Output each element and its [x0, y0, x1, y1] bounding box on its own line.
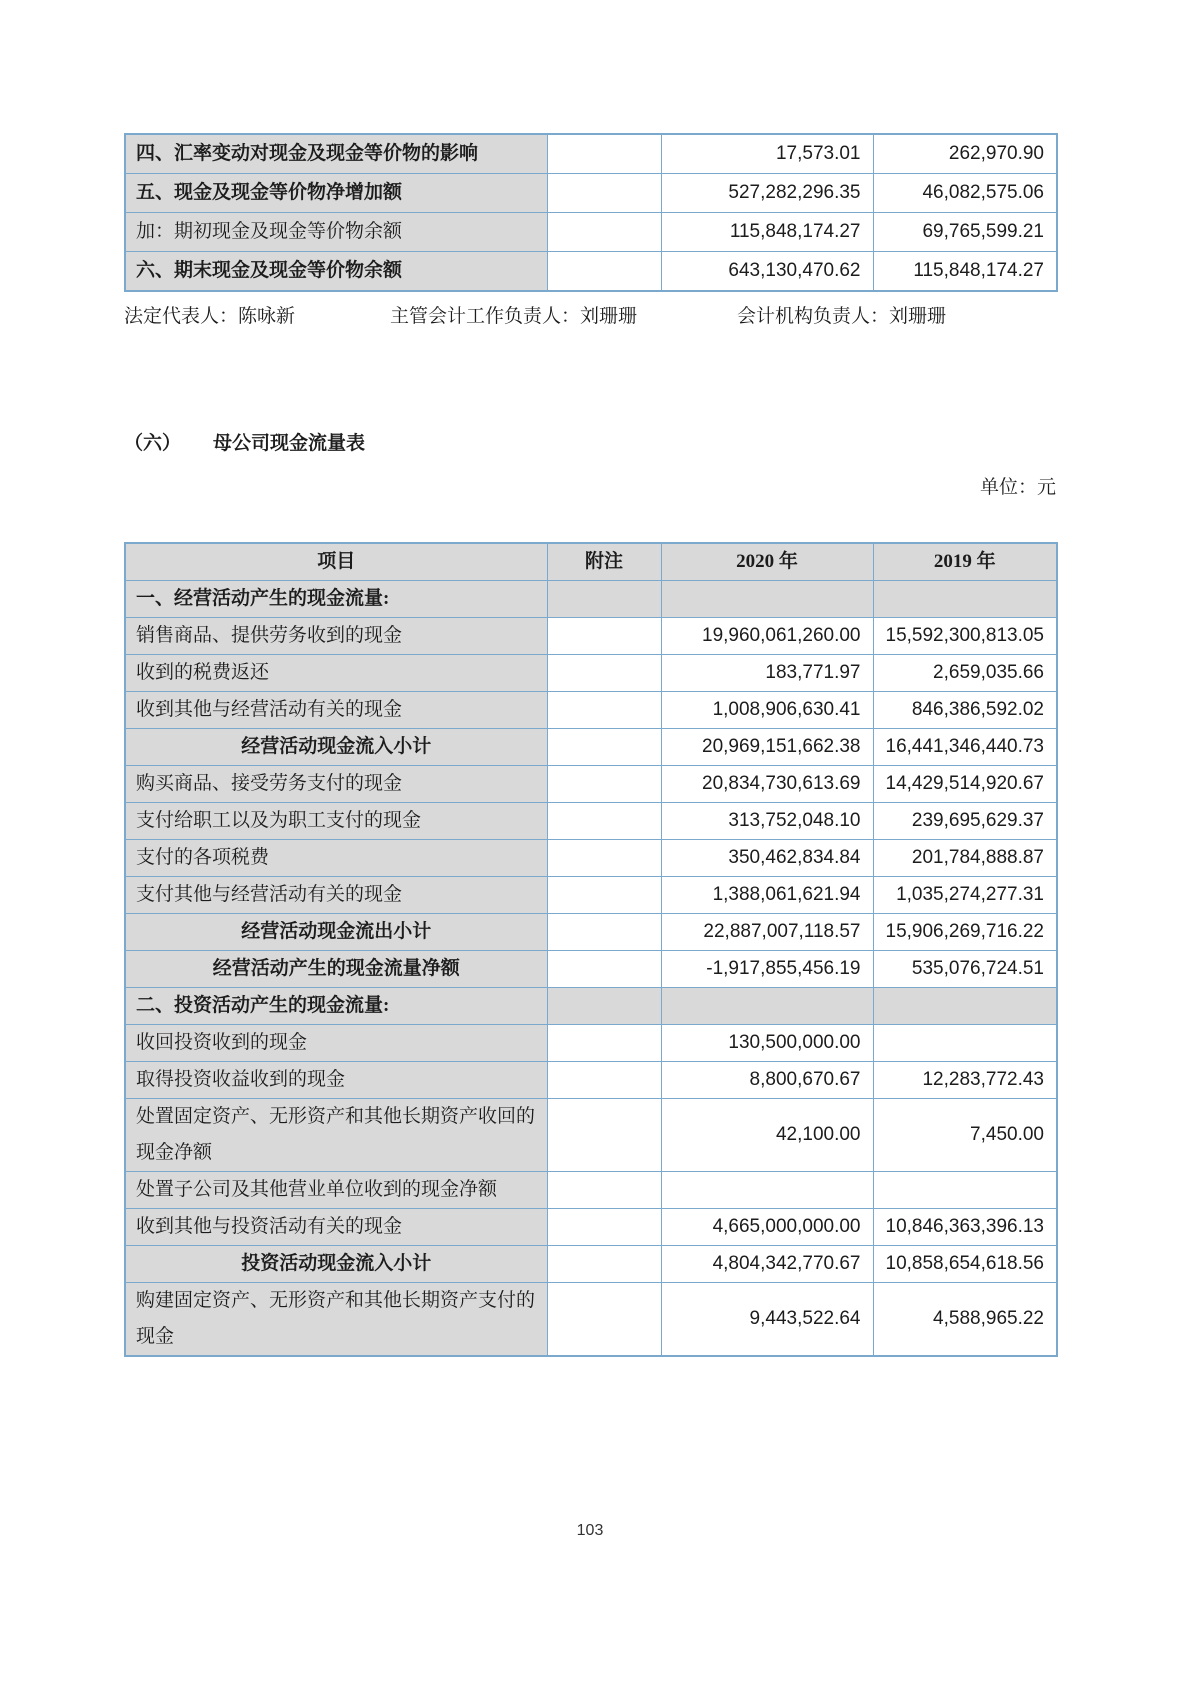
row-value-2020: 20,834,730,613.69	[661, 766, 873, 803]
table-row	[125, 988, 1057, 1025]
row-value-2019: 15,592,300,813.05	[873, 618, 1057, 655]
row-value-2020	[661, 581, 873, 618]
row-note-cell	[547, 134, 661, 174]
row-value-2019: 12,283,772.43	[873, 1062, 1057, 1099]
row-note-cell	[547, 766, 661, 803]
table-row	[125, 1283, 1057, 1357]
row-value-2019: 10,858,654,618.56	[873, 1246, 1057, 1283]
row-value-2020: 643,130,470.62	[661, 252, 873, 292]
row-value-2020: 1,008,906,630.41	[661, 692, 873, 729]
row-item-label: 一、经营活动产生的现金流量:	[125, 581, 547, 618]
row-note-cell	[547, 840, 661, 877]
table-row	[125, 581, 1057, 618]
row-value-2020: 4,804,342,770.67	[661, 1246, 873, 1283]
row-item-label: 收回投资收到的现金	[125, 1025, 547, 1062]
row-note-cell	[547, 213, 661, 252]
row-item-label: 投资活动现金流入小计	[125, 1246, 547, 1283]
row-value-2019: 46,082,575.06	[873, 174, 1057, 213]
table-row	[125, 1025, 1057, 1062]
table-row	[125, 803, 1057, 840]
row-note-cell	[547, 1099, 661, 1172]
row-value-2019: 10,846,363,396.13	[873, 1209, 1057, 1246]
table-row	[125, 252, 1057, 292]
row-item-label: 五、现金及现金等价物净增加额	[125, 174, 547, 213]
chief-accounting-officer-label: 主管会计工作负责人：刘珊珊	[390, 306, 638, 327]
table-row	[125, 618, 1057, 655]
row-item-label: 收到的税费返还	[125, 655, 547, 692]
row-note-cell	[547, 1172, 661, 1209]
row-value-2020: 20,969,151,662.38	[661, 729, 873, 766]
row-item-label: 经营活动产生的现金流量净额	[125, 951, 547, 988]
row-value-2019: 7,450.00	[873, 1099, 1057, 1172]
column-header-item: 项目	[125, 543, 547, 581]
row-value-2019: 115,848,174.27	[873, 252, 1057, 292]
row-note-cell	[547, 618, 661, 655]
row-item-label: 收到其他与投资活动有关的现金	[125, 1209, 547, 1246]
row-item-label: 销售商品、提供劳务收到的现金	[125, 618, 547, 655]
row-note-cell	[547, 914, 661, 951]
table-row	[125, 729, 1057, 766]
row-value-2019: 1,035,274,277.31	[873, 877, 1057, 914]
row-value-2020: 183,771.97	[661, 655, 873, 692]
row-note-cell	[547, 581, 661, 618]
table-row	[125, 213, 1057, 252]
row-value-2020: 1,388,061,621.94	[661, 877, 873, 914]
row-value-2020: 17,573.01	[661, 134, 873, 174]
legal-representative-label: 法定代表人：陈咏新	[124, 306, 296, 327]
table-row	[125, 174, 1057, 213]
section-title	[124, 428, 1056, 455]
row-value-2019	[873, 1025, 1057, 1062]
row-value-2020: 9,443,522.64	[661, 1283, 873, 1357]
table-row	[125, 914, 1057, 951]
table-row	[125, 1209, 1057, 1246]
column-header-2019: 2019 年	[873, 543, 1057, 581]
row-note-cell	[547, 951, 661, 988]
row-item-label: 二、投资活动产生的现金流量:	[125, 988, 547, 1025]
row-note-cell	[547, 1209, 661, 1246]
row-value-2020: 42,100.00	[661, 1099, 873, 1172]
row-note-cell	[547, 252, 661, 292]
consolidated-cashflow-table-section	[124, 133, 1056, 292]
row-value-2019: 239,695,629.37	[873, 803, 1057, 840]
row-value-2019: 535,076,724.51	[873, 951, 1057, 988]
row-note-cell	[547, 655, 661, 692]
table-row	[125, 692, 1057, 729]
row-item-label: 经营活动现金流入小计	[125, 729, 547, 766]
row-note-cell	[547, 1062, 661, 1099]
row-value-2019: 262,970.90	[873, 134, 1057, 174]
row-item-label: 购买商品、接受劳务支付的现金	[125, 766, 547, 803]
row-value-2019: 69,765,599.21	[873, 213, 1057, 252]
row-value-2020: 8,800,670.67	[661, 1062, 873, 1099]
row-note-cell	[547, 1283, 661, 1357]
row-value-2019: 201,784,888.87	[873, 840, 1057, 877]
row-value-2019	[873, 581, 1057, 618]
row-note-cell	[547, 803, 661, 840]
row-value-2020	[661, 1172, 873, 1209]
row-value-2019	[873, 1172, 1057, 1209]
row-value-2019: 14,429,514,920.67	[873, 766, 1057, 803]
row-item-label: 支付给职工以及为职工支付的现金	[125, 803, 547, 840]
table-row	[125, 1172, 1057, 1209]
row-item-label: 四、汇率变动对现金及现金等价物的影响	[125, 134, 547, 174]
unit-label: 单位：元	[979, 477, 1056, 498]
table-row	[125, 655, 1057, 692]
row-item-label: 处置子公司及其他营业单位收到的现金净额	[125, 1172, 547, 1209]
row-note-cell	[547, 174, 661, 213]
parent-cashflow-table-section	[124, 542, 1056, 1357]
row-item-label: 加：期初现金及现金等价物余额	[125, 213, 547, 252]
page-number: 103	[576, 1522, 604, 1539]
table-row	[125, 1246, 1057, 1283]
parent-cashflow-table	[124, 542, 1058, 1357]
table-row	[125, 1062, 1057, 1099]
row-note-cell	[547, 877, 661, 914]
row-value-2020: 19,960,061,260.00	[661, 618, 873, 655]
table-header-row	[125, 543, 1057, 581]
row-value-2020: 350,462,834.84	[661, 840, 873, 877]
row-value-2020: 4,665,000,000.00	[661, 1209, 873, 1246]
table-row	[125, 951, 1057, 988]
row-value-2020: -1,917,855,456.19	[661, 951, 873, 988]
column-header-note: 附注	[547, 543, 661, 581]
row-value-2020: 130,500,000.00	[661, 1025, 873, 1062]
row-value-2020: 527,282,296.35	[661, 174, 873, 213]
row-item-label: 经营活动现金流出小计	[125, 914, 547, 951]
row-value-2019: 15,906,269,716.22	[873, 914, 1057, 951]
row-value-2019: 4,588,965.22	[873, 1283, 1057, 1357]
table-row	[125, 877, 1057, 914]
row-value-2020	[661, 988, 873, 1025]
row-value-2020: 115,848,174.27	[661, 213, 873, 252]
table-row	[125, 1099, 1057, 1172]
table-row	[125, 766, 1057, 803]
row-value-2019	[873, 988, 1057, 1025]
row-item-label: 购建固定资产、无形资产和其他长期资产支付的现金	[125, 1283, 547, 1357]
row-value-2020: 313,752,048.10	[661, 803, 873, 840]
section-number: （六）	[124, 433, 182, 454]
row-note-cell	[547, 1246, 661, 1283]
row-item-label: 处置固定资产、无形资产和其他长期资产收回的现金净额	[125, 1099, 547, 1172]
table-row	[125, 134, 1057, 174]
row-value-2020: 22,887,007,118.57	[661, 914, 873, 951]
row-item-label: 支付其他与经营活动有关的现金	[125, 877, 547, 914]
table-row	[125, 840, 1057, 877]
section-title-text: 母公司现金流量表	[213, 433, 366, 454]
row-value-2019: 846,386,592.02	[873, 692, 1057, 729]
row-value-2019: 16,441,346,440.73	[873, 729, 1057, 766]
column-header-2020: 2020 年	[661, 543, 873, 581]
row-note-cell	[547, 1025, 661, 1062]
accounting-department-head-label: 会计机构负责人：刘珊珊	[737, 306, 947, 327]
row-value-2019: 2,659,035.66	[873, 655, 1057, 692]
row-note-cell	[547, 729, 661, 766]
consolidated-cashflow-table	[124, 133, 1058, 292]
row-note-cell	[547, 692, 661, 729]
row-item-label: 六、期末现金及现金等价物余额	[125, 252, 547, 292]
row-item-label: 取得投资收益收到的现金	[125, 1062, 547, 1099]
row-item-label: 支付的各项税费	[125, 840, 547, 877]
row-item-label: 收到其他与经营活动有关的现金	[125, 692, 547, 729]
signature-line	[124, 301, 1056, 327]
row-note-cell	[547, 988, 661, 1025]
